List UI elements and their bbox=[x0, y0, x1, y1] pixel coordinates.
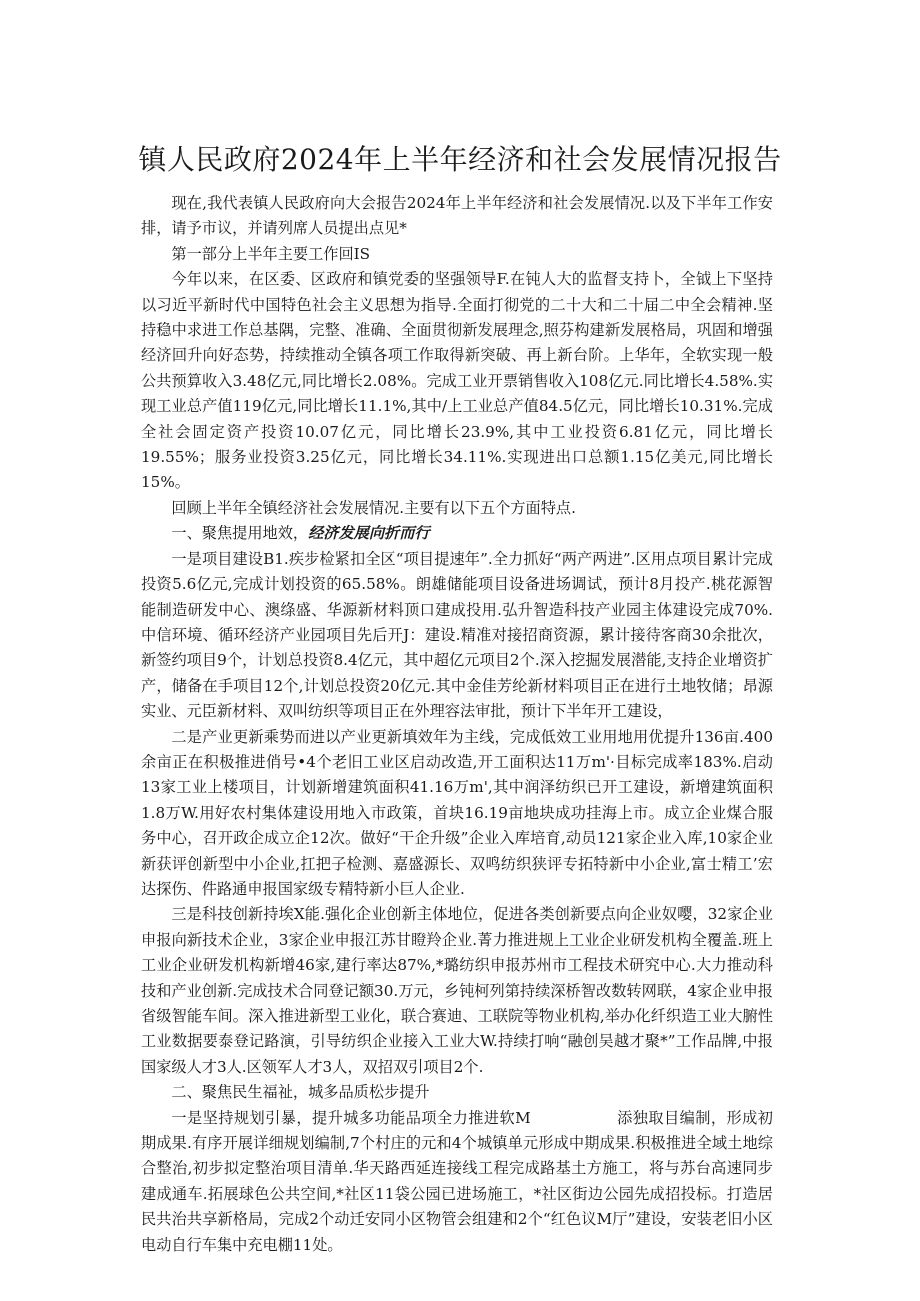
section2-item1-part1: 一是坚持规划引暴，提升城多功能品项全力推进软M bbox=[171, 1108, 531, 1127]
section2-heading: 二、聚焦民生福祉，城多品质松步提升 bbox=[171, 1083, 430, 1102]
section2-item1-part2: 添独取目编制，形成初期成果.有序开展详细规划编制,7个村庄的元和4个城镇单元形成中期成果.积极推进全域土地综合整治,初步拟定整治项目清单.华天路西延连接线工程完成路基土方施工，将与苏台高速同步建成通车.拓展球色公共空间,*社区11袋公园已进场施工，*社区街边公园先成招投标。打造居民共治共享新格局，完成2个动迁安同小区物管会组建和2个“红色议M厅”建设，安装老旧小区电动自行车集中充电棚11处。 bbox=[141, 1108, 773, 1254]
review-paragraph: 回顾上半年全镇经济社会发展情况.主要有以下五个方面特点. bbox=[171, 498, 576, 517]
section1-item1: 一是项目建设B1.疾步检紧扣全区“项目提速年”.全力抓好“两产两进”.区用点项目累计完成投资5.6亿元,完成计划投资的65.58%。朗雄储能项目设备进场调试，预计8月投产.桃花源智能制造研发中心、澳绦盛、华源新材料顶口建成投用.弘升智造科技产业园主体建设完成70%.中信环境、循环经济产业园项目先后开J：建设.精准对接招商资源，累计接待客商30余批次，新签约项目9个，计划总投资8.4亿元，其中超亿元项目2个.深入挖掘发展潜能,支持企业增资扩产，储备在手项目12个,计划总投资20亿元.其中金佳芳纶新材料项目正在进行土地牧储；昂源实业、元臣新材料、双叫纺织等项目正在外理容法审批，预计下半年开工建设， bbox=[141, 549, 773, 721]
section1-item3: 三是科技创新持埃X能.强化企业创新主体地位，促进各类创新要点向企业奴嘤，32家企业申报向新技术企业，3家企业申报江苏甘瞪羚企业.菁力推进规上工业企业研发机构全覆盖.班上工业企业研发机构新增46家,建行率达87%,*璐纺织申报苏州市工程技术研究中心.大力推动科技和产业创新.完成技术合同登记额30.万元，乡钝柯列第持续深桥智改数转网联，4家企业申报省级智能车间。深入推进新型工业化，联合赛迪、工联院等物业机构,举办化纤织造工业大腑性工业数据要泰登记路演，引导纺织企业接入工业大W.持续打响“融创吴越才聚*”工作品牌,中报国家级人才3人.区领军人才3人，双招双引项目2个. bbox=[141, 905, 773, 1076]
section1-item2: 二是产业更新乘势而进以产业更新填效年为主线，完成低效工业用地用优提升136亩.400余亩正在积极推进俏号•4个老旧工业区启动改造,开工面积达11万m'·目标完成率183%.启动13家工业上楼项目，计划新增建筑面积41.16万m',其中润泽纺织已开工建设，新增建筑面积1.8万W.用好农村集体建设用地入市政策，首块16.19亩地块成功挂海上市。成立企业煤合服务中心，召开政企成立企12次。做好“干企升级”企业入库培育,动员121家企业入库,10家企业新获评创新型中小企业,扛把子检测、嘉盛源长、双鸣纺织狭评专拓特新中小企业,富士精工’宏达探伤、件路通申报国家级专精特新小巨人企业. bbox=[141, 727, 773, 898]
section1-heading-plain: 一、聚焦提用地效， bbox=[171, 524, 309, 543]
section2-item1 bbox=[141, 1106, 773, 1258]
document-body bbox=[141, 191, 773, 1258]
part1-heading: 第一部分上半年主要工作回IS bbox=[171, 244, 371, 263]
intro-paragraph: 现在,我代表镇人民政府向大会报告2024年上半年经济和社会发展情况.以及下半年工作安排，请予市议，并请列席人员提出点见* bbox=[141, 194, 773, 238]
section1-heading-emphasis: 经济发展向折而行 bbox=[308, 524, 430, 543]
overview-paragraph: 今年以来，在区委、区政府和镇党委的坚强领导F.在钝人大的监督支持卜，全钺上下坚持以习近平新时代中国特色社会主义思想为指导.全面打彻党的二十大和二十届二中全会精神.坚持稳中求进工作总基隅，完整、准确、全面贯彻新发展理念,照芬构建新发展格局，巩固和增强经济回升向好态势，持续推动全镇各项工作取得新突破、再上新台阶。上华年，全软实现一般公共预算收入3.48亿元,同比增长2.08%。完成工业开票销售收入108亿元.同比增长4.58%.实现工业总产值119亿元,同比增长11.1%,其中/上工业总产值84.5亿元，同比增长10.31%.完成全社会固定资产投资10.07亿元，同比增长23.9%,其中工业投资6.81亿元，同比增长19.55%；服务业投资3.25亿元，同比增长34.11%.实现进出口总额1.15亿美元,同比增长15%。 bbox=[141, 270, 773, 492]
page-title: 镇人民政府2024年上半年经济和社会发展情况报告 bbox=[138, 143, 782, 176]
section1-heading bbox=[141, 521, 773, 546]
